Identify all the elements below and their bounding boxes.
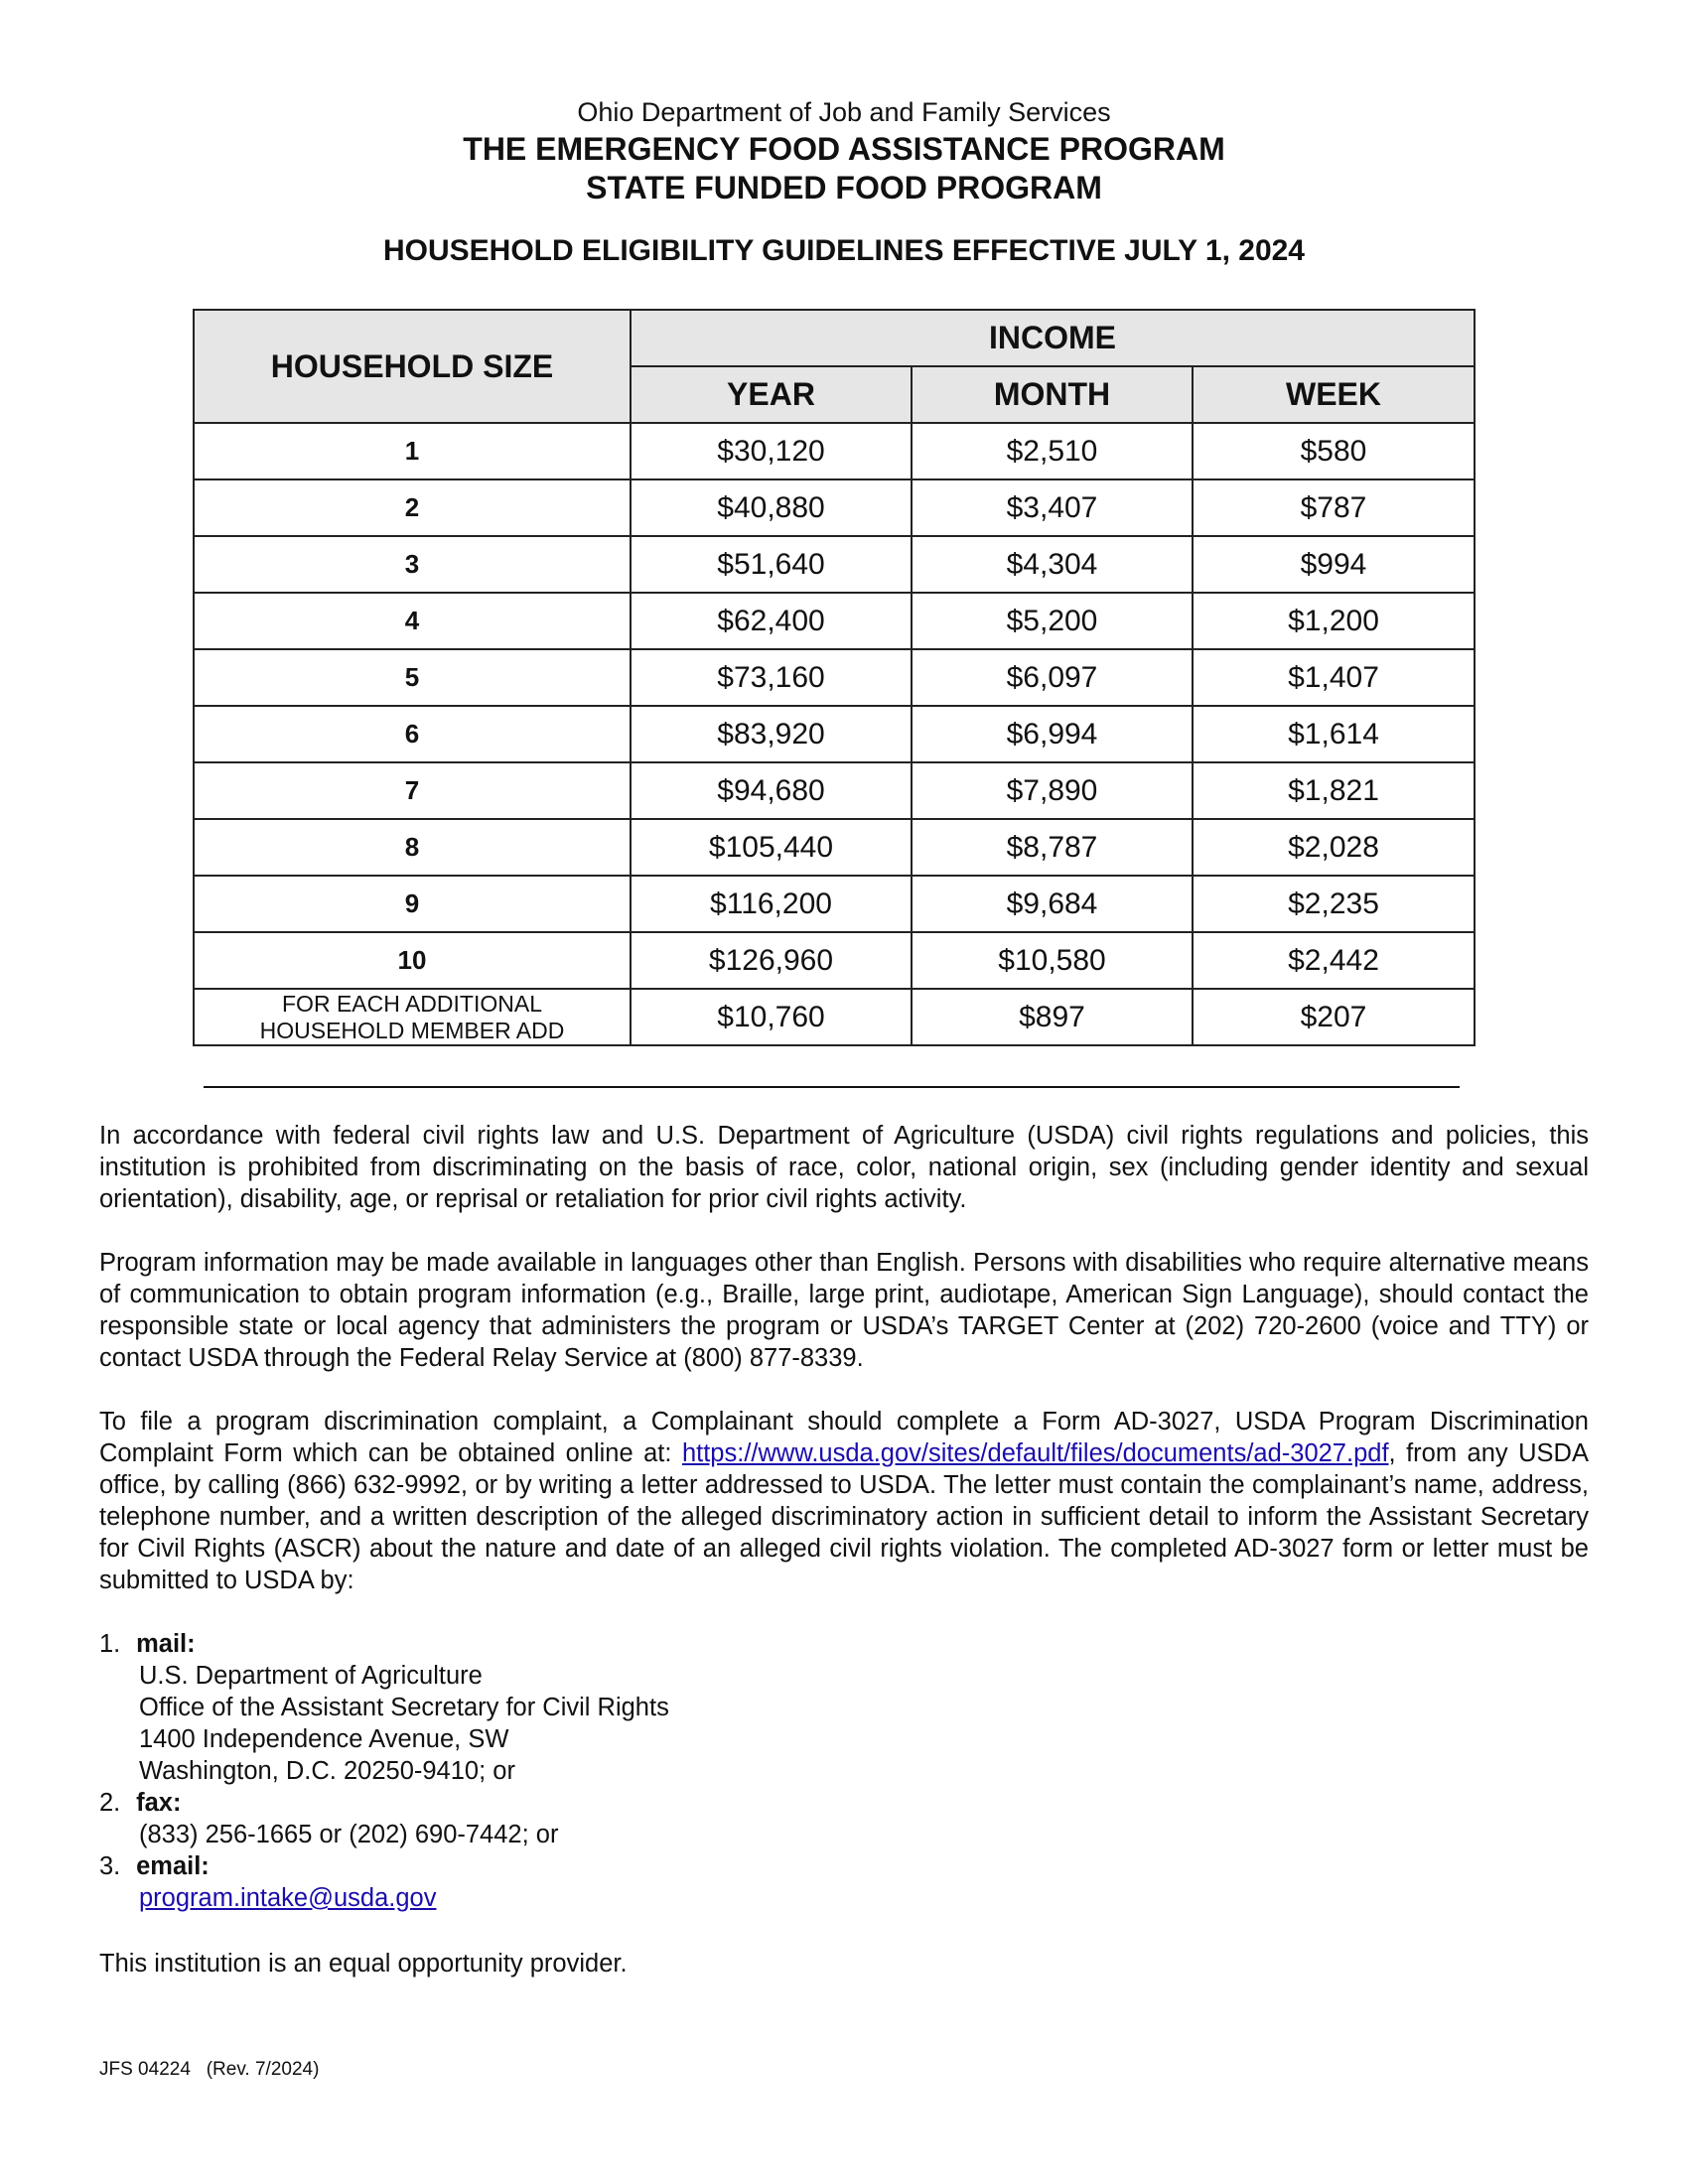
mail-label: mail: — [136, 1630, 196, 1658]
mail-address-line: Office of the Assistant Secretary for Civil Rights — [139, 1694, 669, 1721]
month-income-cell: $5,200 — [912, 593, 1193, 649]
month-income-cell: $6,097 — [912, 649, 1193, 706]
household-size-header: HOUSEHOLD SIZE — [194, 310, 631, 423]
year-column-header: YEAR — [631, 366, 912, 423]
week-income-cell: $1,821 — [1193, 762, 1475, 819]
month-column-header: MONTH — [912, 366, 1193, 423]
civil-rights-paragraph: In accordance with federal civil rights law and U.S. Department of Agriculture (USDA) civil rights regulations and policies, this institution is prohibited from discriminating on the basis of race, color, national origin, sex (including gender identity and sexual orientation), disability, age, or reprisal or retaliation for prior civil rights activity. — [99, 1122, 1589, 1213]
week-income-cell: $1,200 — [1193, 593, 1475, 649]
table-row-additional-member — [194, 989, 1475, 1045]
household-size-cell: 7 — [194, 762, 631, 819]
week-income-cell: $580 — [1193, 423, 1475, 479]
week-income-cell: $2,235 — [1193, 876, 1475, 932]
year-income-cell: $116,200 — [631, 876, 912, 932]
email-line — [99, 1882, 669, 1914]
household-size-cell: 1 — [194, 423, 631, 479]
table-row — [194, 536, 1475, 593]
month-income-cell: $2,510 — [912, 423, 1193, 479]
table-row — [194, 762, 1475, 819]
program-info-paragraph: Program information may be made available in languages other than English. Persons with disabilities who require alternative means of communication to obtain program information (e.g., Braille, large print, audiotape, American Sign Language), should contact the responsible state or local agency that administers the program or USDA’s TARGET Center at (202) 720-2600 (voice and TTY) or contact USDA through the Federal Relay Service at (800) 877-8339. — [99, 1249, 1589, 1372]
week-column-header: WEEK — [1193, 366, 1475, 423]
additional-member-label-line2: HOUSEHOLD MEMBER ADD — [259, 1017, 565, 1043]
year-income-cell: $40,880 — [631, 479, 912, 536]
month-income-cell: $9,684 — [912, 876, 1193, 932]
table-row — [194, 649, 1475, 706]
household-size-cell: 4 — [194, 593, 631, 649]
year-income-cell: $126,960 — [631, 932, 912, 989]
list-item-mail — [99, 1628, 669, 1787]
list-number: 1. — [99, 1630, 121, 1658]
year-income-cell: $105,440 — [631, 819, 912, 876]
email-label: email: — [136, 1852, 210, 1880]
mail-address-line: U.S. Department of Agriculture — [139, 1662, 483, 1690]
week-income-cell: $994 — [1193, 536, 1475, 593]
year-income-cell: $51,640 — [631, 536, 912, 593]
household-size-cell: 2 — [194, 479, 631, 536]
year-income-cell: $83,920 — [631, 706, 912, 762]
month-income-cell: $3,407 — [912, 479, 1193, 536]
week-income-cell: $207 — [1193, 989, 1475, 1045]
table-row — [194, 932, 1475, 989]
month-income-cell: $8,787 — [912, 819, 1193, 876]
month-income-cell: $897 — [912, 989, 1193, 1045]
complaint-text-before: To file a program discrimination complaint, a Complainant should complete a Form AD-3027, USDA Program Discrimination Complaint Form which can be obtained online at: — [99, 1408, 1589, 1467]
table-row — [194, 819, 1475, 876]
table-row — [194, 479, 1475, 536]
table-row — [194, 423, 1475, 479]
section-divider — [204, 1086, 1460, 1088]
list-item-email — [99, 1850, 669, 1914]
table-row — [194, 876, 1475, 932]
agency-name: Ohio Department of Job and Family Services — [577, 97, 1111, 127]
week-income-cell: $1,407 — [1193, 649, 1475, 706]
month-income-cell: $7,890 — [912, 762, 1193, 819]
year-income-cell: $62,400 — [631, 593, 912, 649]
year-income-cell: $30,120 — [631, 423, 912, 479]
complaint-text-after: , from any USDA office, by calling (866) 632-9992, or by writing a letter addressed to USDA. The letter must contain the complainant’s name, address, telephone number, and a written description of the alleged discriminatory action in sufficient detail to inform the Assistant Secretary for Civil Rights (ASCR) about the nature and date of an alleged civil rights violation. The completed AD-3027 form or letter must be submitted to USDA by: — [99, 1439, 1589, 1594]
list-number: 2. — [99, 1789, 121, 1817]
income-eligibility-table — [193, 309, 1476, 1046]
week-income-cell: $1,614 — [1193, 706, 1475, 762]
household-size-cell: 3 — [194, 536, 631, 593]
additional-member-label — [194, 989, 631, 1045]
fax-numbers: (833) 256-1665 or (202) 690-7442; or — [139, 1821, 559, 1848]
month-income-cell: $4,304 — [912, 536, 1193, 593]
complaint-paragraph — [99, 1406, 1589, 1596]
table-row — [194, 593, 1475, 649]
household-size-cell: 10 — [194, 932, 631, 989]
table-row — [194, 706, 1475, 762]
guidelines-title: HOUSEHOLD ELIGIBILITY GUIDELINES EFFECTIVE JULY 1, 2024 — [383, 234, 1305, 267]
list-item-fax — [99, 1787, 669, 1850]
program-subtitle: STATE FUNDED FOOD PROGRAM — [586, 170, 1102, 205]
additional-member-label-line1: FOR EACH ADDITIONAL — [282, 990, 542, 1017]
month-income-cell: $10,580 — [912, 932, 1193, 989]
household-size-cell: 6 — [194, 706, 631, 762]
week-income-cell: $2,028 — [1193, 819, 1475, 876]
program-title: THE EMERGENCY FOOD ASSISTANCE PROGRAM — [463, 131, 1225, 167]
email-link[interactable]: program.intake@usda.gov — [139, 1884, 437, 1912]
fax-label: fax: — [136, 1789, 182, 1817]
income-header: INCOME — [631, 310, 1475, 366]
mail-address-line: 1400 Independence Avenue, SW — [139, 1725, 509, 1753]
year-income-cell: $10,760 — [631, 989, 912, 1045]
month-income-cell: $6,994 — [912, 706, 1193, 762]
ad-3027-form-link[interactable]: https://www.usda.gov/sites/default/files/documents/ad-3027.pdf — [681, 1439, 1389, 1467]
household-size-cell: 9 — [194, 876, 631, 932]
year-income-cell: $94,680 — [631, 762, 912, 819]
year-income-cell: $73,160 — [631, 649, 912, 706]
week-income-cell: $2,442 — [1193, 932, 1475, 989]
week-income-cell: $787 — [1193, 479, 1475, 536]
mail-address-line: Washington, D.C. 20250-9410; or — [139, 1757, 515, 1785]
household-size-cell: 8 — [194, 819, 631, 876]
household-size-cell: 5 — [194, 649, 631, 706]
submission-methods-list — [99, 1628, 669, 1914]
form-number: JFS 04224 (Rev. 7/2024) — [99, 2059, 320, 2080]
equal-opportunity-statement: This institution is an equal opportunity provider. — [99, 1950, 628, 1978]
list-number: 3. — [99, 1852, 121, 1880]
